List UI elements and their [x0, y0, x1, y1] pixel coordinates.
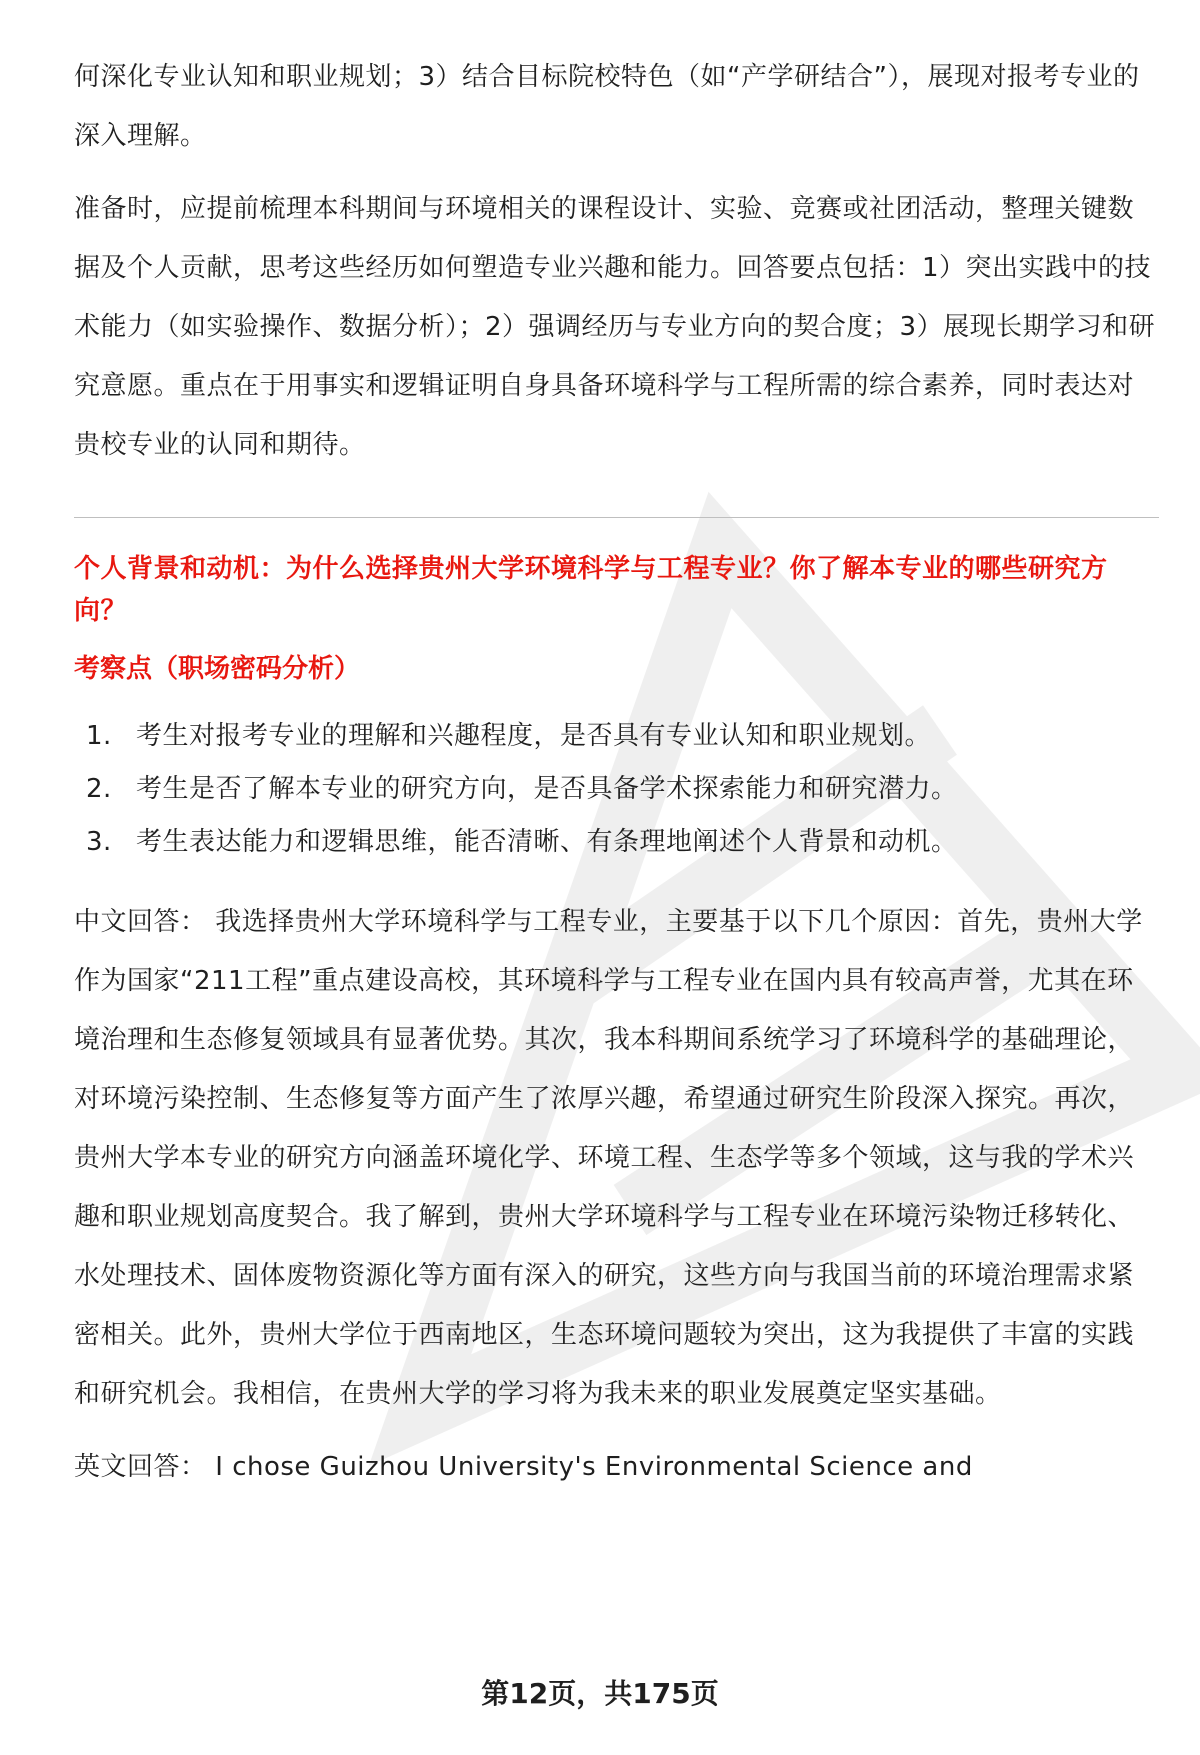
section-divider: [74, 517, 1159, 518]
paragraph-intro-continued: 何深化专业认知和职业规划；3）结合目标院校特色（如“产学研结合”），展现对报考专业的深入理解。: [74, 62, 1140, 151]
document-page: [74, 48, 1159, 1497]
assessment-points-list: [74, 710, 1159, 869]
points-heading: 考察点（职场密码分析）: [74, 654, 361, 684]
paragraph-preparation-advice: 准备时，应提前梳理本科期间与环境相关的课程设计、实验、竞赛或社团活动，整理关键数据及个人贡献，思考这些经历如何塑造专业兴趣和能力。回答要点包括：1）突出实践中的技术能力（如实验操作、数据分析）；2）强调经历与专业方向的契合度；3）展现长期学习和研究意愿。重点在于用事实和逻辑证明自身具备环境科学与工程所需的综合素养，同时表达对贵校专业的认同和期待。: [74, 194, 1156, 460]
chinese-answer: 中文回答： 我选择贵州大学环境科学与工程专业，主要基于以下几个原因：首先，贵州大学作为国家“211工程”重点建设高校，其环境科学与工程专业在国内具有较高声誉，尤其在环境治理和生态修复领域具有显著优势。其次，我本科期间系统学习了环境科学的基础理论，对环境污染控制、生态修复等方面产生了浓厚兴趣，希望通过研究生阶段深入探究。再次，贵州大学本专业的研究方向涵盖环境化学、环境工程、生态学等多个领域，这与我的学术兴趣和职业规划高度契合。我了解到，贵州大学环境科学与工程专业在环境污染物迁移转化、水处理技术、固体废物资源化等方面有深入的研究，这些方向与我国当前的环境治理需求紧密相关。此外，贵州大学位于西南地区，生态环境问题较为突出，这为我提供了丰富的实践和研究机会。我相信，在贵州大学的学习将为我未来的职业发展奠定坚实基础。: [74, 907, 1143, 1409]
list-item-number: 3.: [86, 827, 112, 857]
page-number-footer: 第12页，共175页: [481, 1677, 719, 1710]
list-item-text: 考生是否了解本专业的研究方向，是否具备学术探索能力和研究潜力。: [136, 774, 958, 804]
list-item-text: 考生对报考专业的理解和兴趣程度，是否具有专业认知和职业规划。: [136, 721, 932, 751]
list-item-number: 2.: [86, 774, 112, 804]
list-item: [74, 763, 1159, 816]
english-answer: 英文回答： I chose Guizhou University's Environmental Science and: [74, 1452, 973, 1482]
question-heading: 个人背景和动机：为什么选择贵州大学环境科学与工程专业？你了解本专业的哪些研究方向？: [74, 554, 1108, 626]
list-item: [74, 816, 1159, 869]
list-item-text: 考生表达能力和逻辑思维，能否清晰、有条理地阐述个人背景和动机。: [136, 827, 958, 857]
list-item-number: 1.: [86, 721, 112, 751]
list-item: [74, 710, 1159, 763]
